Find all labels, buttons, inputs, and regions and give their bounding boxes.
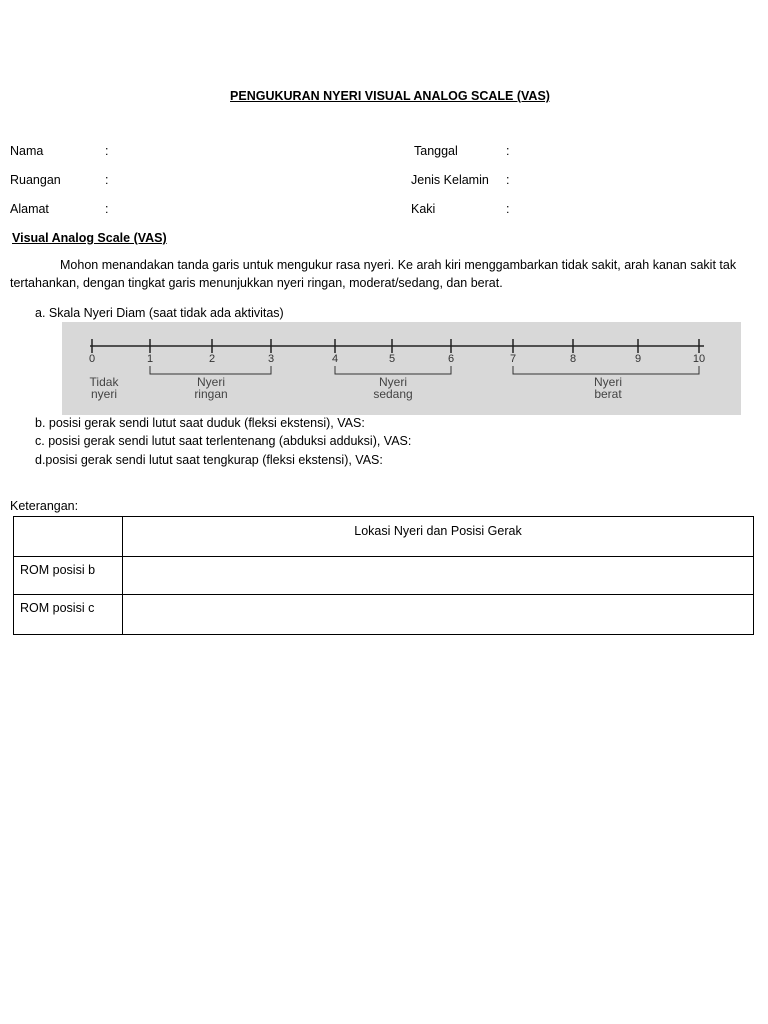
field-ruangan-label: Ruangan — [10, 173, 61, 187]
tick-label-5: 5 — [388, 353, 396, 365]
field-jenis-kelamin-label: Jenis Kelamin — [411, 173, 489, 187]
group-label-berat-1: Nyeri — [593, 375, 623, 389]
tick-label-6: 6 — [447, 353, 455, 365]
table-row — [14, 557, 754, 595]
bracket-berat — [513, 366, 699, 374]
table-row — [14, 595, 754, 635]
table-header-row — [14, 517, 754, 557]
instruction-paragraph — [10, 256, 762, 292]
item-c: c. posisi gerak sendi lutut saat terlentenang (abduksi adduksi), VAS: — [35, 434, 412, 448]
field-tanggal-colon: : — [506, 144, 510, 158]
row-value-cell[interactable] — [123, 557, 754, 595]
field-kaki-label: Kaki — [411, 202, 436, 216]
row-label: ROM posisi b — [14, 557, 123, 595]
tick-label-10: 10 — [692, 353, 706, 365]
table-corner-cell — [14, 517, 123, 557]
group-label-sedang-2: sedang — [373, 387, 413, 401]
tick-label-3: 3 — [267, 353, 275, 365]
page-title: PENGUKURAN NYERI VISUAL ANALOG SCALE (VAS) — [230, 89, 550, 103]
field-nama-label: Nama — [10, 144, 44, 158]
keterangan-table — [13, 516, 754, 635]
tick-label-2: 2 — [208, 353, 216, 365]
vas-scale-svg — [62, 322, 741, 415]
tick-label-4: 4 — [331, 353, 339, 365]
column-header: Lokasi Nyeri dan Posisi Gerak — [123, 517, 754, 557]
item-a: a. Skala Nyeri Diam (saat tidak ada aktivitas) — [35, 306, 284, 320]
row-label: ROM posisi c — [14, 595, 123, 635]
group-label-ringan-2: ringan — [194, 387, 228, 401]
vas-scale-image — [62, 322, 741, 415]
field-alamat-label: Alamat — [10, 202, 49, 216]
keterangan-label: Keterangan: — [10, 499, 79, 513]
section-title: Visual Analog Scale (VAS) — [12, 231, 167, 245]
field-nama-colon: : — [105, 144, 109, 158]
tick-label-7: 7 — [509, 353, 517, 365]
item-d: d.posisi gerak sendi lutut saat tengkurap (fleksi ekstensi), VAS: — [35, 453, 383, 467]
field-alamat-colon: : — [105, 202, 109, 216]
field-jenis-kelamin-colon: : — [506, 173, 510, 187]
field-ruangan-colon: : — [105, 173, 109, 187]
tick-label-9: 9 — [634, 353, 642, 365]
field-tanggal-label: Tanggal — [414, 144, 458, 158]
tick-label-1: 1 — [146, 353, 154, 365]
group-label-sedang-1: Nyeri — [378, 375, 408, 389]
instruction-text: Mohon menandakan tanda garis untuk mengukur rasa nyeri. Ke arah kiri menggambarkan tidak sakit, arah kanan sakit tak tertahankan, dengan tingkat garis menunjukkan nyeri ringan, moderat/sedang, dan berat. — [10, 258, 737, 290]
bracket-ringan — [150, 366, 271, 374]
row-value-cell[interactable] — [123, 595, 754, 635]
group-label-berat-2: berat — [594, 387, 622, 401]
tick-label-0: 0 — [88, 353, 96, 365]
group-label-tidak-2: nyeri — [90, 387, 118, 401]
bracket-sedang — [335, 366, 451, 374]
group-label-ringan-1: Nyeri — [196, 375, 226, 389]
item-b: b. posisi gerak sendi lutut saat duduk (fleksi ekstensi), VAS: — [35, 416, 365, 430]
group-label-tidak-1: Tidak — [89, 375, 119, 389]
tick-label-8: 8 — [569, 353, 577, 365]
field-kaki-colon: : — [506, 202, 510, 216]
